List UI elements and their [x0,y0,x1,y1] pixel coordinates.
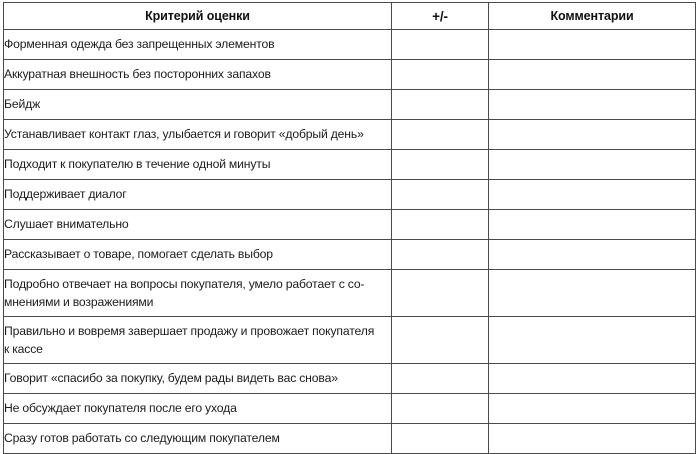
table-row [4,30,696,60]
table-row [4,120,696,150]
criterion-text [4,66,391,84]
table-row [4,394,696,424]
criterion-text-line-1: Сразу готов работать со следующим покупателем [4,430,280,445]
mark-cell[interactable] [392,210,489,240]
table-row [4,150,696,180]
table-row [4,210,696,240]
criterion-cell [4,30,392,60]
criterion-text-line-1: Рассказывает о товаре, помогает сделать выбор [4,246,273,261]
criterion-text-line-1: Не обсуждает покупателя после его ухода [4,400,237,415]
criterion-cell [4,317,392,364]
criterion-cell [4,210,392,240]
mark-cell[interactable] [392,240,489,270]
criterion-text-line-1: Правильно и вовремя завершает продажу и провожает покупателя [4,323,375,338]
comment-cell[interactable] [489,150,696,180]
criterion-cell [4,60,392,90]
mark-cell[interactable] [392,30,489,60]
criterion-text [4,156,391,174]
comment-cell[interactable] [489,240,696,270]
comment-cell[interactable] [489,394,696,424]
comment-cell[interactable] [489,270,696,317]
criterion-text [4,96,391,114]
evaluation-table [3,2,696,454]
comment-cell[interactable] [489,317,696,364]
criterion-text [4,186,391,204]
mark-cell[interactable] [392,90,489,120]
table-body [4,30,696,454]
criterion-text [4,216,391,234]
mark-cell[interactable] [392,270,489,317]
table-row [4,240,696,270]
criterion-text [4,430,391,448]
column-header-criterion: Критерий оценки [4,3,392,30]
criterion-cell [4,150,392,180]
criterion-cell [4,394,392,424]
criterion-cell [4,120,392,150]
criterion-text [4,323,391,358]
table-row [4,180,696,210]
criterion-cell [4,364,392,394]
mark-cell[interactable] [392,394,489,424]
criterion-text [4,276,391,311]
mark-cell[interactable] [392,180,489,210]
mark-cell[interactable] [392,120,489,150]
comment-cell[interactable] [489,60,696,90]
criterion-text [4,400,391,418]
criterion-text [4,126,391,144]
criterion-cell [4,270,392,317]
criterion-text-line-1: Устанавливает контакт глаз, улыбается и говорит «добрый день» [4,126,364,141]
mark-cell[interactable] [392,364,489,394]
column-header-comment: Комментарии [489,3,696,30]
mark-cell[interactable] [392,150,489,180]
column-header-mark: +/- [392,3,489,30]
criterion-cell [4,90,392,120]
table-row [4,424,696,454]
criterion-text-line-1: Подробно отвечает на вопросы покупателя, умело работает с со- [4,276,365,291]
comment-cell[interactable] [489,90,696,120]
criterion-cell [4,180,392,210]
criterion-text-line-1: Бейдж [4,96,41,111]
table-row [4,317,696,364]
criterion-cell [4,424,392,454]
comment-cell[interactable] [489,424,696,454]
comment-cell[interactable] [489,364,696,394]
mark-cell[interactable] [392,60,489,90]
criterion-text-line-1: Форменная одежда без запрещенных элементов [4,36,275,51]
criterion-text-line-2: мнениями и возражениями [4,294,154,309]
comment-cell[interactable] [489,120,696,150]
comment-cell[interactable] [489,180,696,210]
criterion-text [4,36,391,54]
mark-cell[interactable] [392,424,489,454]
table-row [4,364,696,394]
criterion-text-line-2: к кассе [4,341,43,356]
table-header-row [4,3,696,30]
table-row [4,270,696,317]
table-row [4,60,696,90]
criterion-text-line-1: Аккуратная внешность без посторонних запахов [4,66,271,81]
table-header [4,3,696,30]
table-row [4,90,696,120]
criterion-text [4,246,391,264]
criterion-text [4,370,391,388]
comment-cell[interactable] [489,210,696,240]
criterion-text-line-1: Поддерживает диалог [4,186,127,201]
comment-cell[interactable] [489,30,696,60]
mark-cell[interactable] [392,317,489,364]
criterion-text-line-1: Подходит к покупателю в течение одной минуты [4,156,271,171]
criterion-text-line-1: Говорит «спасибо за покупку, будем рады видеть вас снова» [4,370,338,385]
criterion-cell [4,240,392,270]
criterion-text-line-1: Слушает внимательно [4,216,129,231]
